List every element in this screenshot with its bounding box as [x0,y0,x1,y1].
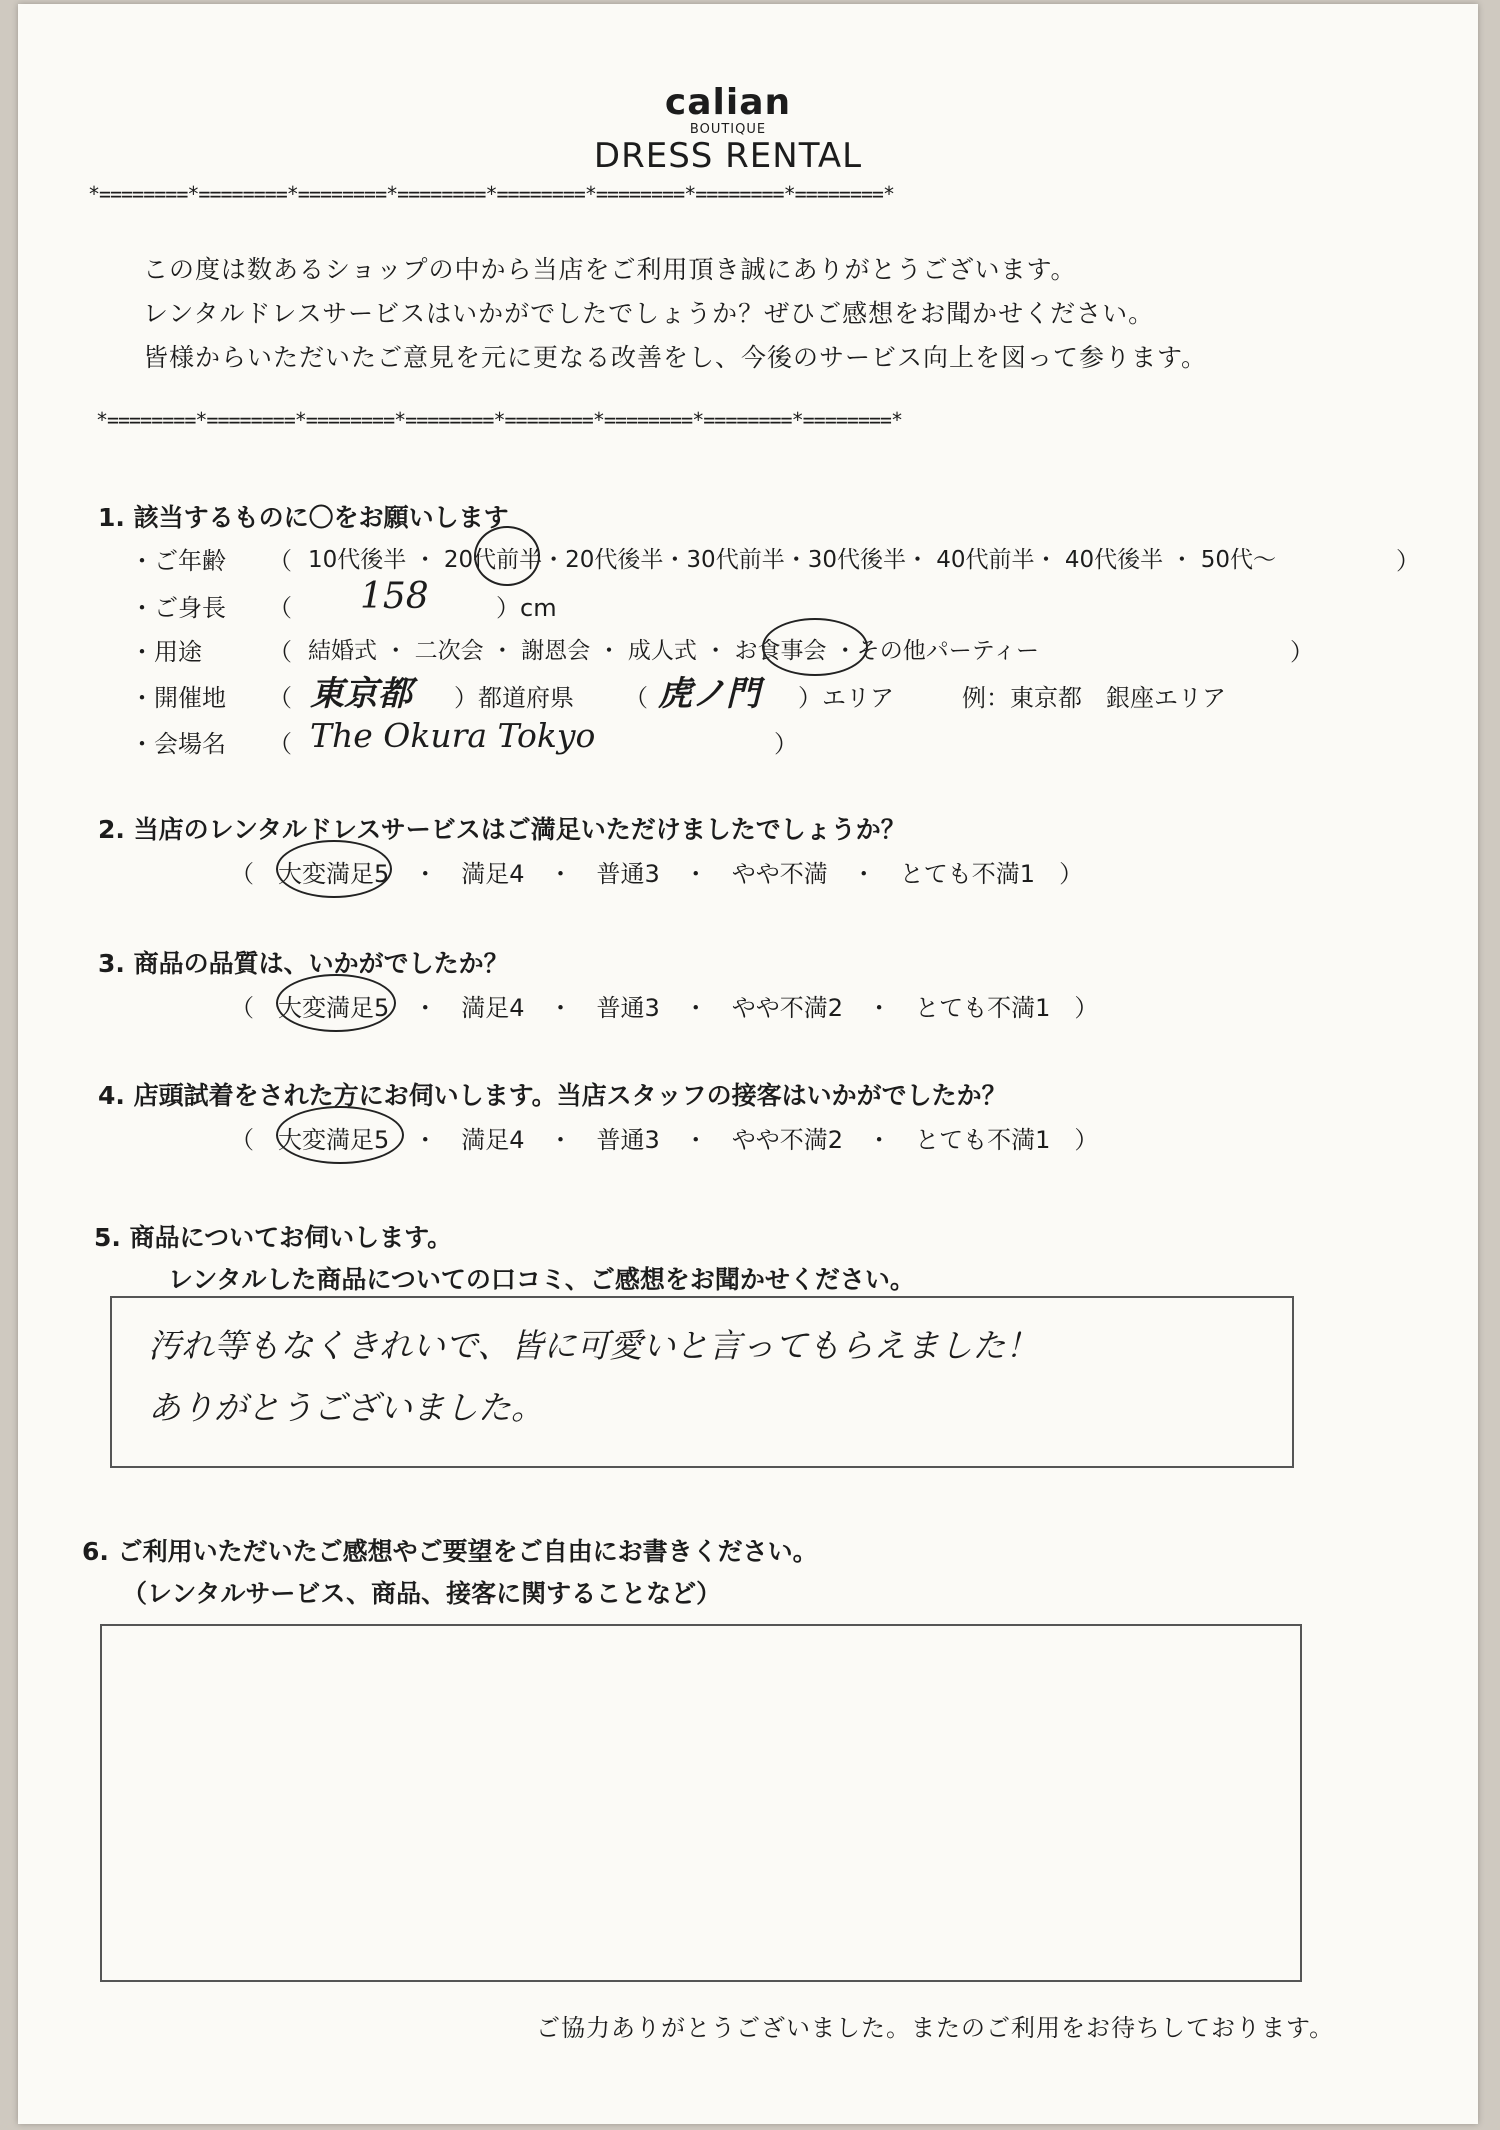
prefecture-value: 東京都 [310,674,412,714]
age-options: 10代後半 ・ 20代前半・20代後半・30代前半・30代後半・ 40代前半・ 40代後半 ・ 50代〜 [308,547,1276,573]
age-selection-circle [474,526,540,586]
purpose-selection-circle [762,618,868,676]
q2-options: （ 大変満足5 ・ 満足4 ・ 普通3 ・ やや不満 ・ とても不満1 ） [230,860,1084,888]
q6-title: 6. ご利用いただいたご感想やご要望をご自由にお書きください。 [82,1537,818,1566]
brand-name: calian [664,82,792,123]
q5-answer-line-2: ありがとうございました。 [148,1388,544,1427]
footer-thanks: ご協力ありがとうございました。またのご利用をお待ちしております。 [536,2014,1335,2042]
q2-selection-circle [276,840,392,898]
prefecture-label: ）都道府県 [454,684,574,712]
age-open: （ [268,547,292,575]
intro-line-1: この度は数あるショップの中から当店をご利用頂き誠にありがとうございます。 [143,255,1077,284]
venue-value: The Okura Tokyo [310,716,596,755]
q3-options: （ 大変満足5 ・ 満足4 ・ 普通3 ・ やや不満2 ・ とても不満1 ） [230,994,1099,1022]
area-value: 虎ノ門 [658,674,760,714]
q6-answer-box [100,1624,1302,1982]
q1-title: 1. 該当するものに〇をお願いします [98,503,509,532]
area-label: ）エリア [798,684,894,712]
q4-options: （ 大変満足5 ・ 満足4 ・ 普通3 ・ やや不満2 ・ とても不満1 ） [230,1126,1099,1154]
location-label: ・開催地 [130,684,226,712]
height-open: （ [268,594,292,622]
height-label: ・ご身長 [130,594,226,622]
height-unit: ）cm [496,594,557,622]
q5-title: 5. 商品についてお伺いします。 [94,1223,453,1252]
venue-close: ） [774,730,798,758]
area-open: （ [624,684,648,712]
purpose-close: ） [1290,638,1314,666]
purpose-options: 結婚式 ・ 二次会 ・ 謝恩会 ・ 成人式 ・ お食事会 ・その他パーティー [308,638,1039,664]
location-example: 例：東京都 銀座エリア [962,684,1226,712]
q4-title: 4. 店頭試着をされた方にお伺いします。当店スタッフの接客はいかがでしたか？ [98,1081,1007,1110]
purpose-open: （ [268,638,292,666]
intro-line-3: 皆様からいただいたご意見を元に更なる改善をし、今後のサービス向上を図って参ります。 [143,343,1208,372]
venue-open: （ [268,730,292,758]
divider-top: *========*========*========*========*========*========*========*========* [88,182,894,206]
survey-sheet [18,4,1478,2124]
divider-bottom: *========*========*========*========*========*========*========*========* [96,408,902,432]
venue-label: ・会場名 [130,730,226,758]
brand-subtitle: BOUTIQUE [689,122,767,137]
q4-selection-circle [276,1106,404,1164]
age-label: ・ご年齢 [130,547,226,575]
q6-subtitle: （レンタルサービス、商品、接客に関することなど） [122,1579,722,1608]
q2-title: 2. 当店のレンタルドレスサービスはご満足いただけましたでしょうか？ [98,815,906,844]
q3-selection-circle [276,974,396,1032]
q5-answer-line-1: 汚れ等もなくきれいで、皆に可愛いと言ってもらえました！ [148,1326,1039,1365]
form-title: DRESS RENTAL [593,136,863,176]
location-open: （ [268,684,292,712]
age-close: ） [1396,547,1420,575]
q5-subtitle: レンタルした商品についての口コミ、ご感想をお聞かせください。 [168,1265,915,1294]
q5-answer-box [110,1296,1294,1468]
intro-line-2: レンタルドレスサービスはいかがでしたでしょうか？ぜひご感想をお聞かせください。 [143,299,1155,328]
q3-title: 3. 商品の品質は、いかがでしたか？ [98,949,509,978]
purpose-label: ・用途 [130,638,202,666]
height-value: 158 [360,576,429,617]
